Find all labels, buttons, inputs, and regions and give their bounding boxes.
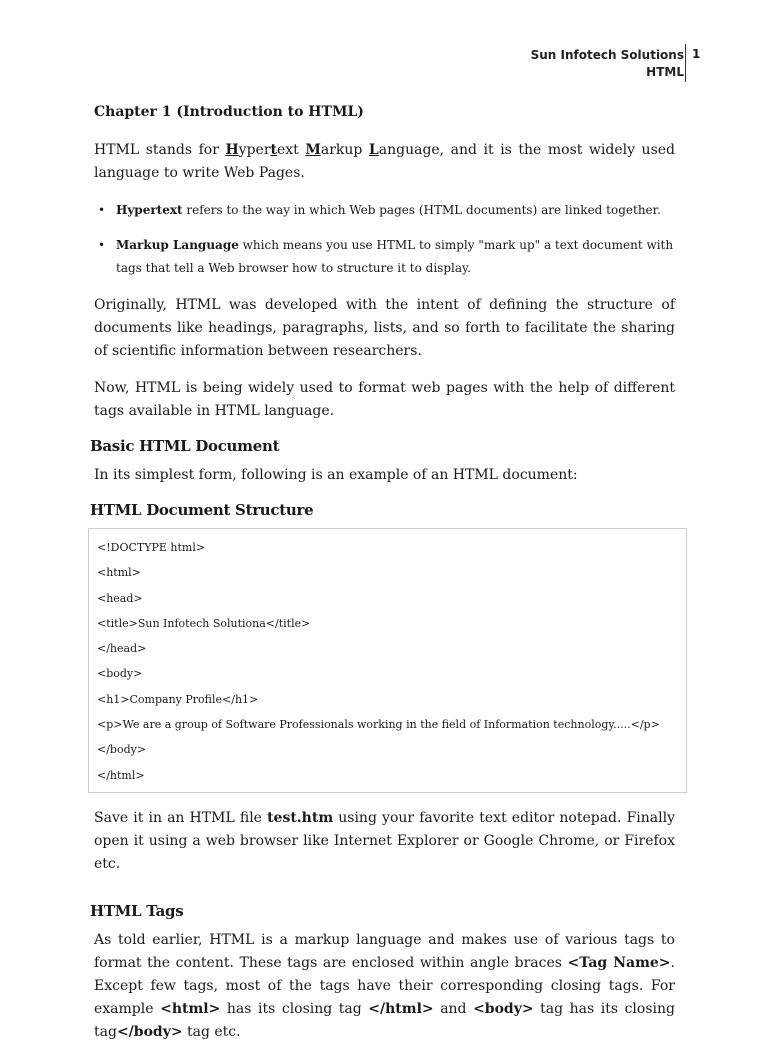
file-name: test.htm [267,809,334,826]
tag-example: </html> [368,1000,434,1017]
code-line: <html> [97,566,141,580]
code-line: <h1>Company Profile</h1> [97,692,259,706]
save-text: using your favorite text editor notepad. Finally open it using a web browser like Internet Explorer or Google Chrome, or Firefox etc. [94,809,676,872]
section-heading-tags: HTML Tags [90,901,184,920]
bullet-icon: • [98,203,106,217]
acronym-h: H [225,142,239,158]
tags-text: tag etc. [182,1023,241,1040]
tags-text: . Except few tags, most of the tags have their corresponding closing tags. For example [94,954,675,1017]
intro-text: anguage, and it is the most widely used language to write Web Pages. [94,142,676,181]
tag-example: </body> [116,1023,183,1040]
intro-text: ext [277,142,306,158]
paragraph-simplest: In its simplest form, following is an example of an HTML document: [94,467,578,483]
acronym-m: M [305,142,321,158]
document-body [90,104,676,1058]
header-divider [685,44,686,82]
bullet-icon: • [98,238,106,252]
bullet-term: Hypertext [116,203,183,217]
code-line: </html> [97,768,145,782]
tags-text: has its closing tag [220,1000,369,1017]
code-line: <head> [97,591,143,605]
header-company: Sun Infotech Solutions [530,48,684,62]
bullet-text: refers to the way in which Web pages (HTML documents) are linked together. [182,203,661,217]
intro-paragraph [94,139,675,185]
intro-text: arkup [320,142,369,158]
list-item [98,234,675,280]
code-line: </head> [97,642,147,656]
header-text [531,47,684,81]
header-subject: HTML [646,65,684,79]
code-line: <title>Sun Infotech Solutiona</title> [97,616,311,630]
code-block [88,528,687,793]
save-text: Save it in an HTML file [94,809,268,826]
code-line: <body> [97,667,143,681]
tags-text: tag has its closing tag [94,1000,675,1040]
intro-text: yper [238,142,271,158]
tags-text: and [433,1000,474,1017]
bullet-text: which means you use HTML to simply "mark up" a text document with tags that tell a Web browser how to structure it to display. [116,238,674,275]
paragraph-tags [94,929,675,1044]
tag-example: <Tag Name> [567,954,671,971]
code-line: </body> [97,743,147,757]
paragraph-originally: Originally, HTML was developed with the intent of defining the structure of documents like headings, paragraphs, lists, and so forth to facilitate the sharing of scientific information between researchers. [94,297,675,359]
acronym-l: L [368,142,379,158]
definition-list [94,199,675,280]
chapter-title: Chapter 1 (Introduction to HTML) [94,104,364,120]
acronym-t: t [270,142,277,158]
code-line: <p>We are a group of Software Professionals working in the field of Information technology.....</p> [97,718,660,732]
section-heading-structure: HTML Document Structure [90,501,314,519]
page-number: 1 [692,47,701,61]
paragraph-save [94,807,675,876]
section-heading-basic: Basic HTML Document [90,437,280,455]
tag-example: <body> [473,1000,534,1017]
list-item [98,199,675,222]
bullet-term: Markup Language [116,238,239,252]
code-line: <!DOCTYPE html> [97,541,206,554]
intro-text: HTML stands for [94,142,226,158]
paragraph-now: Now, HTML is being widely used to format web pages with the help of different tags available in HTML language. [94,380,675,419]
tags-text: As told earlier, HTML is a markup language and makes use of various tags to format the content. These tags are enclosed within angle braces [94,931,675,971]
tag-example: <html> [160,1000,221,1017]
